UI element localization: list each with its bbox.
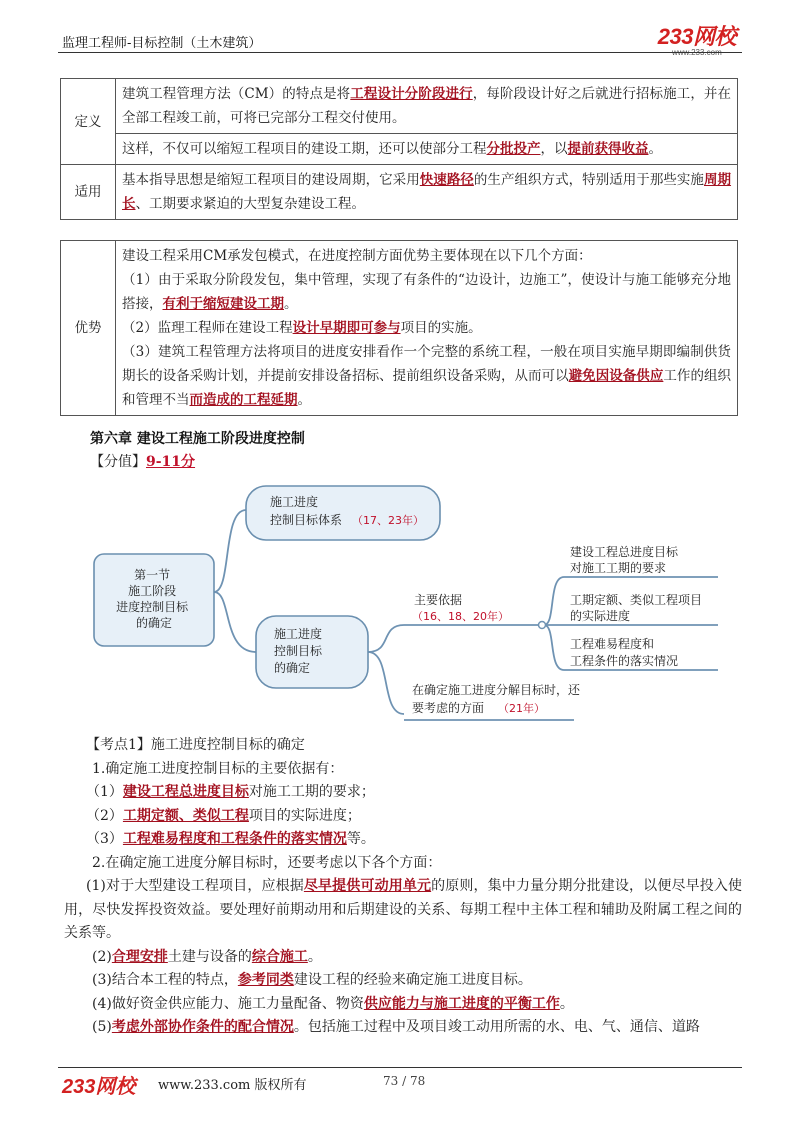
advantage-content (116, 241, 738, 416)
connector-root-n2 (214, 592, 256, 652)
highlight-term: 参考同类 (237, 972, 294, 988)
connector-n2-consider (368, 652, 404, 714)
highlight-term: 分批投产 (486, 141, 541, 157)
root-line-1: 第一节 (134, 568, 171, 582)
advantage-intro: 建设工程采用CM承发包模式，在进度控制方面优势主要体现在以下几个方面： (122, 248, 592, 264)
node-target-determination-text: 施工进度 控制目标 的确定 (274, 627, 323, 675)
applicable-label: 适用 (61, 165, 116, 220)
definition-row-2: 这样，不仅可以缩短工程项目的建设工期，还可以使部分工程分批投产，以提前获得收益。 (116, 134, 738, 165)
root-line-4: 的确定 (135, 616, 173, 630)
leaf-difficulty-conditions: 工程难易程度和 工程条件的落实情况 (570, 637, 679, 668)
section-2-para-3: (3)结合本工程的特点，参考同类建设工程的经验来确定施工进度目标。 (92, 972, 532, 988)
highlight-term: 设计早期即可参与 (292, 320, 401, 336)
leaf-total-schedule: 建设工程总进度目标 对施工工期的要求 (570, 545, 679, 575)
advantage-item-2: （2）监理工程师在建设工程设计早期即可参与项目的实施。 (122, 320, 482, 336)
advantage-item-3: （3）建筑工程管理方法将项目的进度安排看作一个完整的系统工程，一般在项目实施早期即编制供货期长的设备采购计划，并提前安排设备招标、提前组织设备采购，从而可以避免因设备供应工作的组织和管理不当而造成的工程延期。 (122, 344, 732, 408)
applicable-row: 基本指导思想是缩短工程项目的建设周期，它采用快速路径的生产组织方式，特别适用于那些实施周期长、工期要求紧迫的大型复杂建设工程。 (116, 165, 738, 220)
advantage-label: 优势 (61, 241, 116, 416)
score-line: 【分值】9-11分 (90, 454, 196, 470)
highlight-term: 考虑外部协作条件的配合情况 (111, 1019, 294, 1035)
highlight-term: 提前获得收益 (567, 141, 649, 157)
highlight-term: 合理安排 (111, 948, 168, 965)
page-number: 73 / 78 (383, 1074, 426, 1088)
section-2-para-1: (1)对于大型建设工程项目，应根据尽早提供可动用单元的原则，集中力量分期分批建设，以便尽早投入使用，尽快发挥投资效益。要处理好前期动用和后期建设的关系、每期工程中主体工程和辅助及附属工程之间的关系等。 (64, 878, 742, 941)
highlight-term: 综合施工 (251, 948, 308, 965)
advantage-item-1: （1）由于采取分阶段发包，集中管理，实现了有条件的“边设计，边施工”，使设计与施工能够充分地搭接，有利于缩短建设工期。 (122, 272, 731, 312)
footer-divider (58, 1067, 742, 1068)
highlight-term: 避免因设备供应 (568, 368, 664, 384)
section-2-para-5: (5)考虑外部协作条件的配合情况。包括施工过程中及项目竣工动用所需的水、电、气、通信、道路 (92, 1019, 700, 1035)
header-divider (58, 52, 742, 53)
consider-years: （21年） (498, 702, 545, 715)
kp-title: 【考点1】施工进度控制目标的确定 (86, 737, 305, 753)
mind-map (0, 470, 800, 732)
logo-url: www.233.com (671, 48, 722, 57)
section-1-heading: 1.确定施工进度控制目标的主要依据有： (92, 760, 344, 777)
leaf-quota-similar: 工期定额、类似工程项目 的实际进度 (570, 593, 703, 623)
definition-row-1: 建筑工程管理方法（CM）的特点是将工程设计分阶段进行，每阶段设计好之后就进行招标施工，并在全部工程竣工前，可将已完部分工程交付使用。 (116, 79, 738, 134)
highlight-term: 工程设计分阶段进行 (350, 86, 473, 102)
consider-text: 在确定施工进度分解目标时，还 要考虑的方面 (412, 683, 581, 715)
highlight-term: 而造成的工程延期 (189, 392, 298, 408)
section-1-item-1: （1）建设工程总进度目标对施工工期的要求； (86, 784, 375, 800)
connector-root-n1 (214, 510, 246, 592)
highlight-term: 供应能力与施工进度的平衡工作 (363, 995, 560, 1012)
section-1-item-3: （3）工程难易程度和工程条件的落实情况等。 (86, 831, 375, 847)
chapter-title: 第六章 建设工程施工阶段进度控制 (90, 431, 305, 447)
cm-definition-table (60, 78, 738, 220)
root-line-3: 进度控制目标 (116, 600, 189, 614)
basis-label: 主要依据 (414, 593, 463, 607)
basis-years: （16、18、20年） (412, 610, 509, 623)
footer-copyright: www.233.com 版权所有 (158, 1078, 307, 1093)
section-2-para-4: (4)做好资金供应能力、施工力量配备、物资供应能力与施工进度的平衡工作。 (92, 995, 574, 1012)
highlight-term: 周期长 (122, 172, 732, 212)
definition-label: 定义 (61, 79, 116, 165)
page-header-title: 监理工程师-目标控制（土木建筑） (62, 36, 262, 51)
junction-dot (539, 622, 546, 629)
score-value: 9-11分 (146, 454, 196, 470)
cm-advantage-table (60, 240, 738, 416)
node-target-system-text: 施工进度 控制目标体系 (270, 495, 343, 527)
highlight-term: 快速路径 (419, 172, 474, 188)
body-text (64, 734, 742, 1040)
highlight-term: 工程难易程度和工程条件的落实情况 (122, 831, 347, 847)
connector-n2-basis (368, 625, 540, 652)
root-line-2: 施工阶段 (128, 584, 177, 598)
highlight-term: 建设工程总进度目标 (122, 784, 249, 800)
section-2-para-2: (2)合理安排土建与设备的综合施工。 (92, 948, 322, 965)
footer-logo: 233网校 (62, 1076, 136, 1098)
logo-mark: 233网校 (657, 24, 736, 49)
highlight-term: 有利于缩短建设工期 (162, 296, 284, 312)
highlight-term: 尽早提供可动用单元 (303, 878, 432, 894)
highlight-term: 工期定额、类似工程 (122, 807, 249, 824)
section-2-heading: 2.在确定施工进度分解目标时，还要考虑以下各个方面： (92, 854, 442, 871)
node-target-system-years: （17、23年） (352, 514, 424, 527)
section-1-item-2: （2）工期定额、类似工程项目的实际进度； (86, 807, 361, 824)
